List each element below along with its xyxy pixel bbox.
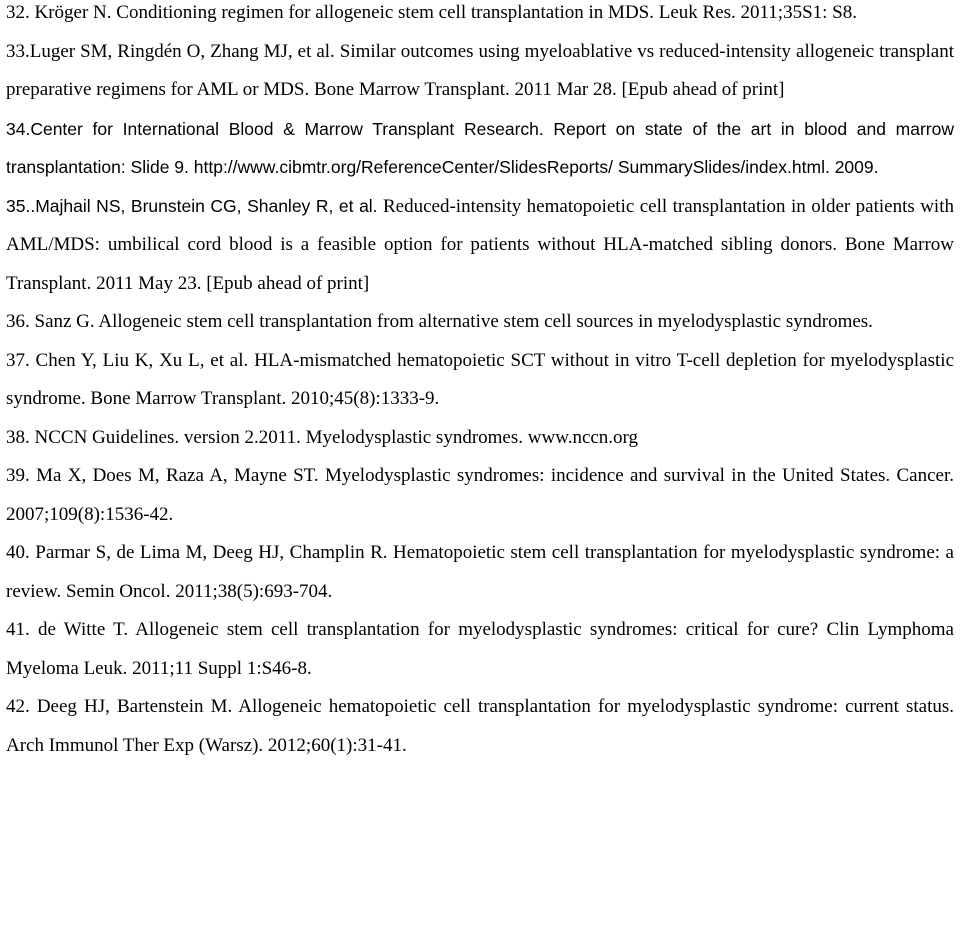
reference-32: 32. Kröger N. Conditioning regimen for allogeneic stem cell transplantation in MDS. Leuk Res. 2011;35S1: S8. [6,2,858,23]
reference-39: 39. Ma X, Does M, Raza A, Mayne ST. Myelodysplastic syndromes: incidence and survival in the United States. Cancer. 2007;109(8):1536-42. [6,465,954,525]
reference-41: 41. de Witte T. Allogeneic stem cell transplantation for myelodysplastic syndromes: critical for cure? Clin Lymphoma Myeloma Leuk. 2011;11 Suppl 1:S46-8. [6,619,954,679]
reference-35 [6,187,954,304]
reference-33: 33.Luger SM, Ringdén O, Zhang MJ, et al. Similar outcomes using myeloablative vs reduced-intensity allogeneic transplant preparative regimens for AML or MDS. Bone Marrow Transplant. 2011 Mar 28. [Epub ahead of print] [6,40,954,100]
reference-37: 37. Chen Y, Liu K, Xu L, et al. HLA-mismatched hematopoietic SCT without in vitro T-cell depletion for myelodysplastic syndrome. Bone Marrow Transplant. 2010;45(8):1333-9. [6,349,954,409]
reference-42: 42. Deeg HJ, Bartenstein M. Allogeneic hematopoietic cell transplantation for myelodysplastic syndrome: current status. Arch Immunol Ther Exp (Warsz). 2012;60(1):31-41. [6,696,954,756]
reference-34: 34.Center for International Blood & Marrow Transplant Research. Report on state of the art in blood and marrow transplantation: Slide 9. http://www.cibmtr.org/ReferenceCenter/SlidesReports/ SummarySlides/index.html. 2009. [6,118,954,177]
reference-list [6,0,954,765]
reference-38: 38. NCCN Guidelines. version 2.2011. Myelodysplastic syndromes. www.nccn.org [6,426,639,448]
reference-35-authors: 35..Majhail NS, Brunstein CG, Shanley R, et al. [6,195,378,216]
reference-40: 40. Parmar S, de Lima M, Deeg HJ, Champlin R. Hematopoietic stem cell transplantation for myelodysplastic syndrome: a review. Semin Oncol. 2011;38(5):693-704. [6,542,954,602]
reference-35-body: Reduced-intensity hematopoietic cell transplantation in older patients with AML/MDS: umbilical cord blood is a feasible option for patients without HLA-matched sibling donors. Bone Marrow Transplant. 2011 May 23. [Epub ahead of print] [6,195,954,294]
reference-36: 36. Sanz G. Allogeneic stem cell transplantation from alternative stem cell sources in myelodysplastic syndromes. [6,311,873,332]
